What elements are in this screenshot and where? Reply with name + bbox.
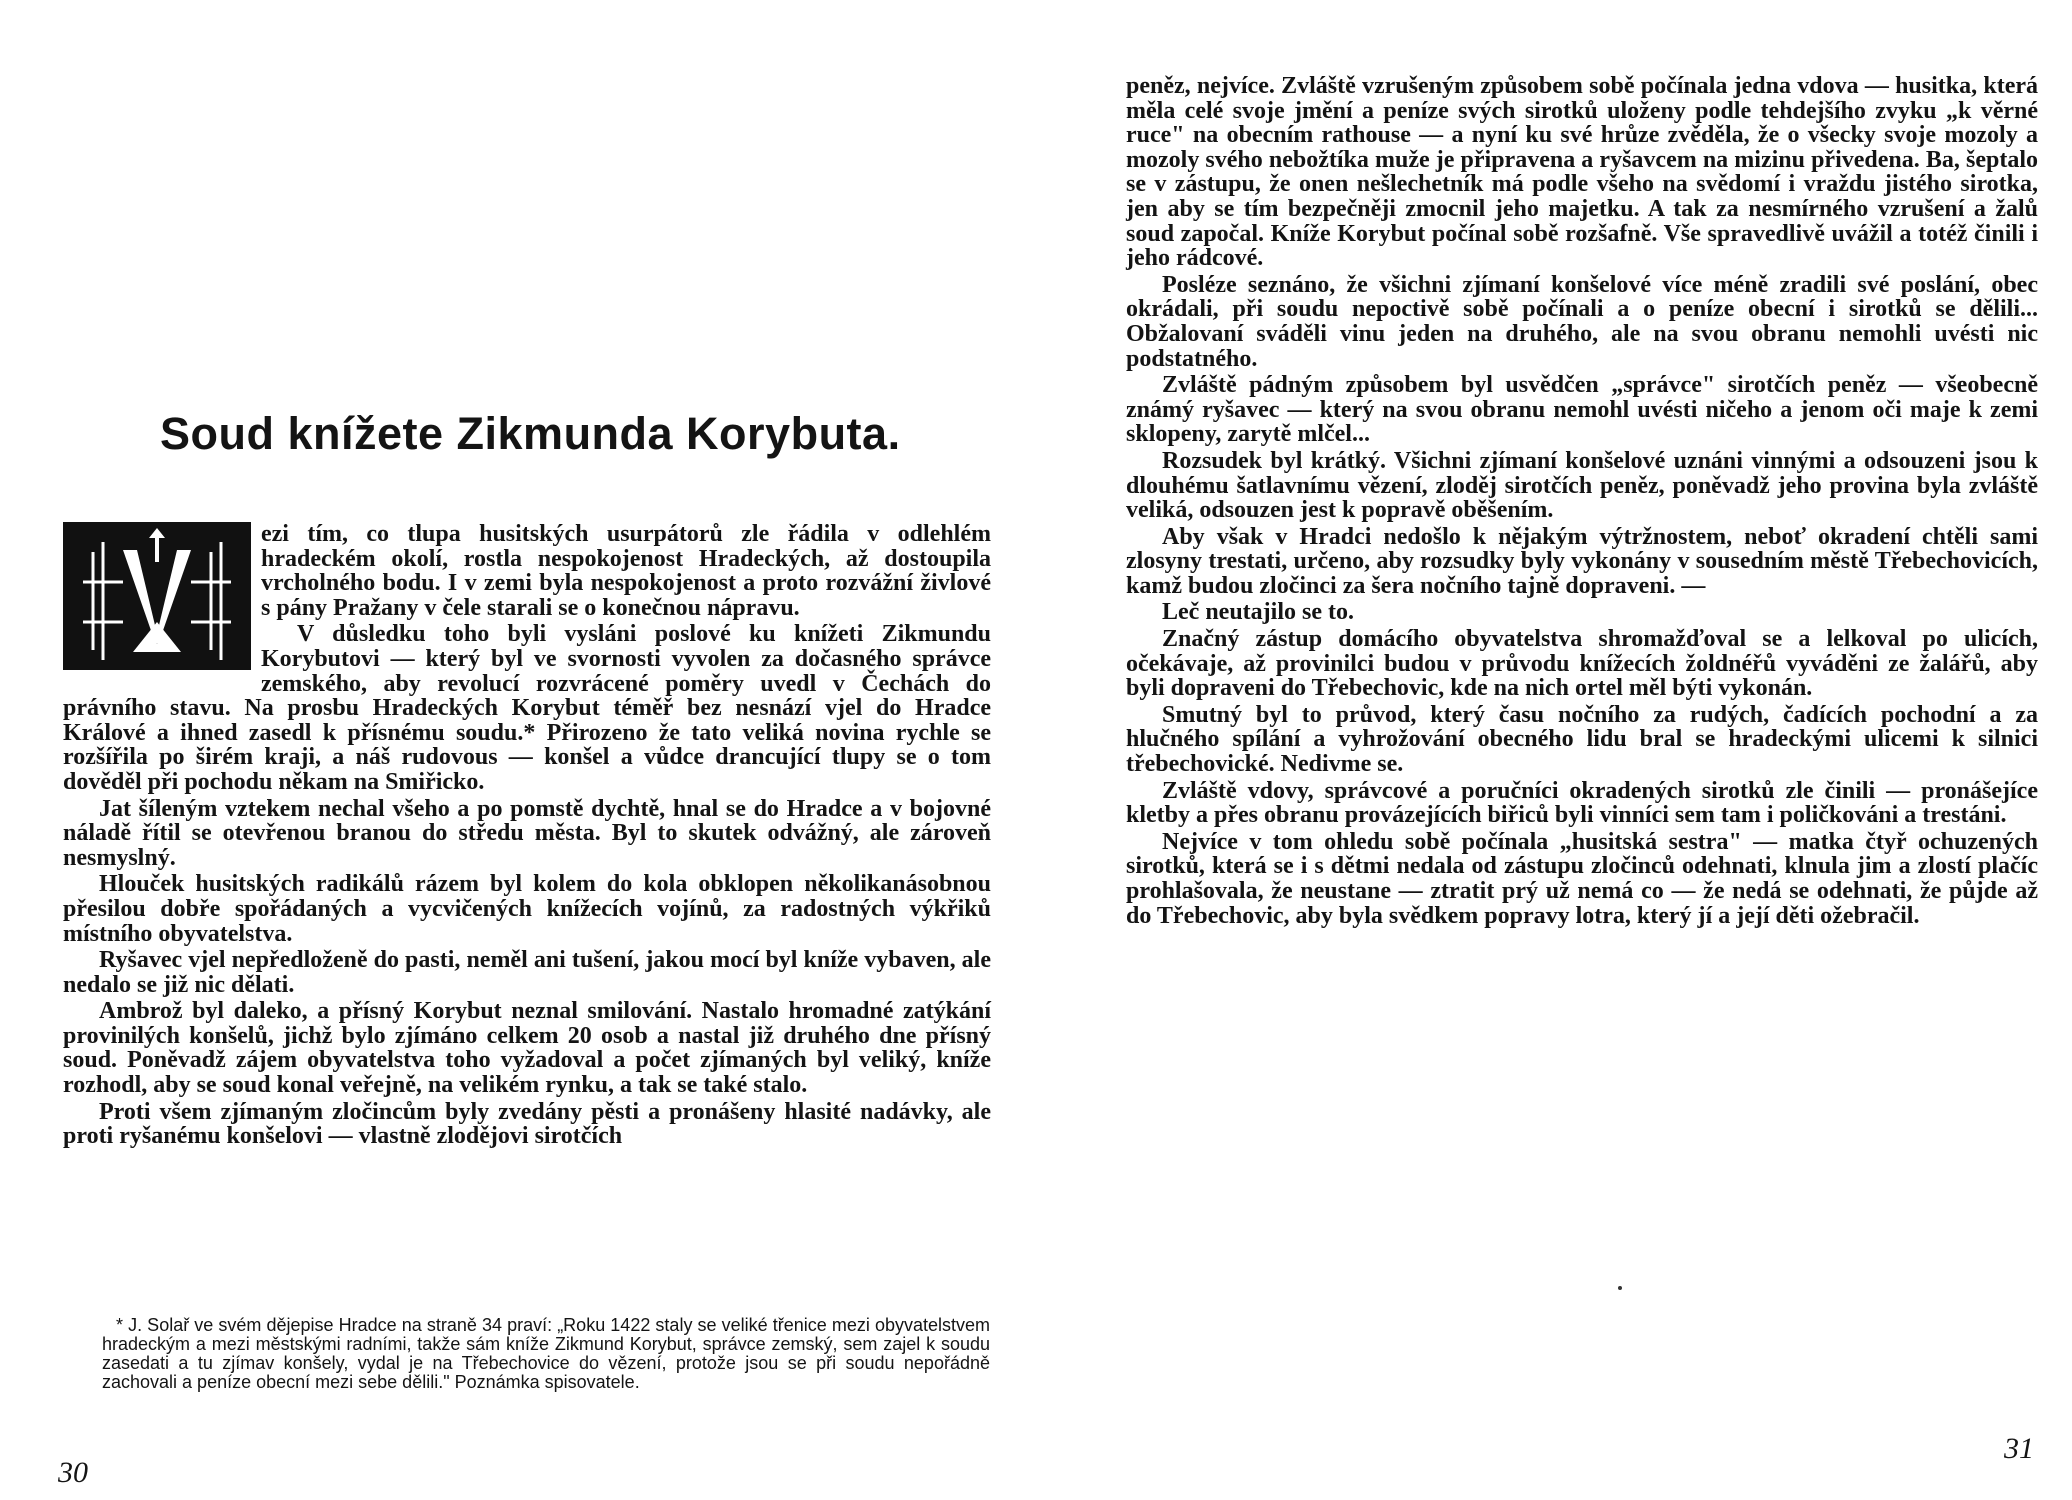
- paragraph: Zvláště vdovy, správcové a poručníci okradených sirotků zle činili — pronášejíce kletby a přes obranu provázejících biřiců byli vinníci sem tam i poličkováni a trestáni.: [1126, 777, 2038, 829]
- paragraph: Zvláště pádným způsobem byl usvědčen „správce" sirotčích peněz — všeobecně známý ryšavec — který na svou obranu nemohl uvésti ničeho a jenom oči maje k zemi sklopeny, zarytě mlčel...: [1126, 372, 2038, 448]
- paragraph: Ambrož byl daleko, a přísný Korybut neznal smilování. Nastalo hromadné zatýkání provinilých konšelů, jichž bylo zjímáno celkem 20 osob a nastal již druhého dne přísný soud. Poněvadž zájem obyvatelstva toho vyžadoval a počet zjímaných byl veliký, kníže rozhodl, aby se soud konal veřejně, na velikém rynku, a tak se také stalo.: [63, 998, 991, 1099]
- paragraph: Hlouček husitských radikálů rázem byl kolem do kola obklopen několikanásobnou přesilou dobře spořádaných a vycvičených knížecích vojínů, za radostných výkřiků místního obyvatelstva.: [63, 871, 991, 947]
- ink-speck: [1618, 1286, 1622, 1290]
- right-text-column: [1126, 74, 2038, 930]
- paragraph: Jat šíleným vztekem nechal všeho a po pomstě dychtě, hnal se do Hradce a v bojovné náladě řítil se otevřenou branou do středu města. Byl to skutek odvážný, ale zároveň nesmyslný.: [63, 795, 991, 871]
- paragraph: ezi tím, co tlupa husitských usurpátorů zle řádila v odlehlém hradeckém okolí, rostla nespokojenost Hradeckých, až dostoupila vrcholného bodu. I v zemi byla nespokojenost a proto rozvážní živlové s pány Pražany v čele starali se o konečnou nápravu.: [261, 521, 991, 621]
- svg-text:M: M: [156, 644, 158, 645]
- paragraph: Posléze seznáno, že všichni zjímaní konšelové více méně zradili své poslání, obec okrádali, při soudu nepoctivě sobě počínali a o peníze obecní i sirotků se dělili... Obžalovaní sváděli vinu jeden na druhého, ale na svou obranu nemohli uvésti nic podstatného.: [1126, 271, 2038, 372]
- paragraph: Aby však v Hradci nedošlo k nějakým výtržnostem, neboť okradení chtěli sami zlosyny trestati, určeno, aby rozsudky byly vykonány v sousedním městě Třebechovicích, kamž budou zločinci za šera nočního tajně dopraveni. —: [1126, 523, 2038, 599]
- chapter-title: Soud knížete Zikmunda Korybuta.: [160, 408, 901, 459]
- paragraph: Značný zástup domácího obyvatelstva shromažďoval se a lelkoval po ulicích, očekávaje, až provinilci budou v průvodu knížecích žoldnéřů vyváděni ze žalářů, aby byli dopraveni do Třebechovic, kde na nich ortel měl býti vykonán.: [1126, 626, 2038, 702]
- right-page: [1036, 0, 2072, 1500]
- left-text-column: [63, 522, 991, 1151]
- drop-cap-initial: [63, 522, 251, 670]
- paragraph: Leč neutajilo se to.: [1162, 599, 1354, 626]
- paragraph: Nejvíce v tom ohledu sobě počínala „husitská sestra" — matka čtyř ochuzených sirotků, která se i s dětmi nedala od zástupu zločinců odehnati, klnula jim a zlostí plačíc prohlašovala, že neustane — ztratit prý už nemá co — že nedá se odehnati, že půjde až do Třebechovic, aby byla svědkem popravy lotra, který jí a její děti ožebračil.: [1126, 828, 2038, 929]
- paragraph: Ryšavec vjel nepředloženě do pasti, neměl ani tušení, jakou mocí byl kníže vybaven, ale nedalo se již nic dělati.: [63, 947, 991, 998]
- paragraph: Rozsudek byl krátký. Všichni zjímaní konšelové uznáni vinnými a odsouzeni jsou k dlouhému šatlavnímu vězení, zloděj sirotčích peněz, poněvadž jeho provina byla zvláště veliká, odsouzen jest k popravě oběšením.: [1126, 447, 2038, 524]
- footnote: * J. Solař ve svém dějepise Hradce na straně 34 praví: „Roku 1422 staly se veliké třenice mezi obyvatelstvem hradeckým a mezi městskými radními, takže sám kníže Zikmund Korybut, správce zemský, sem zajel k soudu zasedati a tu zjímav konšely, vydal je na Třebechovice do vězení, protože jsou se při soudu nepořádně zachovali a peníze obecní mezi sebe dělili." Poznámka spisovatele.: [102, 1315, 990, 1392]
- paragraph: Proti všem zjímaným zločincům byly zvedány pěsti a pronášeny hlasité nadávky, ale proti ryšanému konšelovi — vlastně zlodějovi sirotčích: [63, 1098, 991, 1150]
- paragraph: peněz, nejvíce. Zvláště vzrušeným způsobem sobě počínala jedna vdova — husitka, která měla celé svoje jmění a peníze svých sirotků uloženy podle tehdejšího zvyku „k věrné ruce" na obecním rathouse — a nyní ku své hrůze zvěděla, že o všecky svoje mozoly a mozoly svého nebožtíka muže je připravena a ryšavcem na mizinu přivedena. Ba, šeptalo se v zástupu, že onen nešlechetník má podle všeho na svědomí i vraždu jistého sirotka, jen aby se tím bezpečněji zmocnil jeho majetku. A tak za nesmírného vzrušení a žalů soud započal. Kníže Korybut počínal sobě rozšafně. Vše spravedlivě uvážil a totéž činili i jeho rádcové.: [1126, 73, 2038, 272]
- page-number-right: 31: [2004, 1432, 2034, 1465]
- paragraph: V důsledku toho byli vysláni poslové ku knížeti Zikmundu Korybutovi — který byl ve svornosti vyvolen za dočasného správce zemského, aby revolucí rozvrácené poměry uvedl v Čechách do právního stavu. Na prosbu Hradeckých Korybut téměř bez nesnází vjel do Hradce Králové a ihned zasedl k přísnému soudu.* Přirozeno že tato veliká novina rychle se rozšířila po širém kraji, a náš rudovous — konšel a vůdce drancující tlupy se o tom dověděl při pochodu někam na Smiřicko.: [63, 621, 991, 795]
- paragraph: Smutný byl to průvod, který času nočního za rudých, čadících pochodní a za hlučného spílání a vyhrožování obecného lidu bral se hradeckými ulicemi k silnici třebechovické. Nedivme se.: [1126, 701, 2038, 778]
- ornamental-letter-icon: [63, 522, 251, 670]
- page-number-left: 30: [58, 1456, 88, 1489]
